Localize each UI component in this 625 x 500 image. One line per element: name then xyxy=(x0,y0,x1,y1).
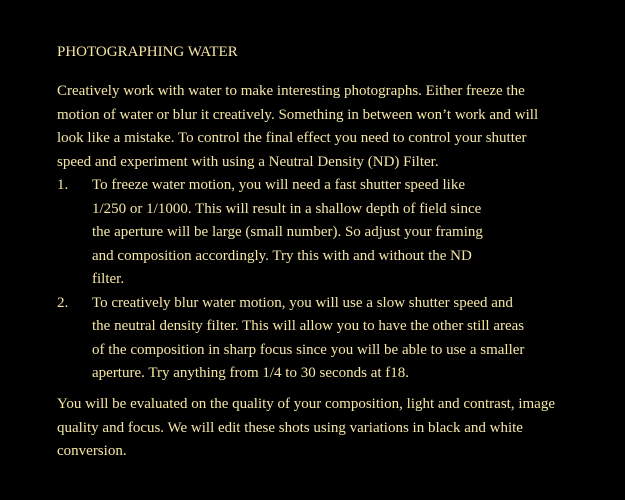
list-item-line: aperture. Try anything from 1/4 to 30 seconds at f18. xyxy=(92,365,410,381)
list-number: 2. xyxy=(57,294,69,311)
list-item-line: the neutral density filter. This will allow you to have the other still areas xyxy=(92,318,525,334)
list-item-line: To freeze water motion, you will need a fast shutter speed like xyxy=(92,177,465,193)
intro-line: Creatively work with water to make interesting photographs. Either freeze the xyxy=(57,83,525,99)
intro-line: look like a mistake. To control the final effect you need to control your shutter xyxy=(57,130,527,146)
closing-line: quality and focus. We will edit these shots using variations in black and white xyxy=(57,419,523,436)
intro-line: motion of water or blur it creatively. Something in between won’t work and will xyxy=(57,106,539,123)
intro-line: speed and experiment with using a Neutral Density (ND) Filter. xyxy=(57,153,439,170)
list-item-line: and composition accordingly. Try this with and without the ND xyxy=(92,247,472,264)
list-item-line: To creatively blur water motion, you will use a slow shutter speed and xyxy=(92,294,513,311)
document-title: PHOTOGRAPHING WATER xyxy=(57,44,238,60)
list-item-line: of the composition in sharp focus since you will be able to use a smaller xyxy=(92,341,525,358)
closing-line: conversion. xyxy=(57,443,127,459)
list-item-line: the aperture will be large (small number). So adjust your framing xyxy=(92,224,483,240)
list-item-line: filter. xyxy=(92,271,125,287)
list-number: 1. xyxy=(57,177,69,193)
list-item-line: 1/250 or 1/1000. This will result in a shallow depth of field since xyxy=(92,200,482,217)
closing-line: You will be evaluated on the quality of your composition, light and contrast, image xyxy=(57,396,555,412)
